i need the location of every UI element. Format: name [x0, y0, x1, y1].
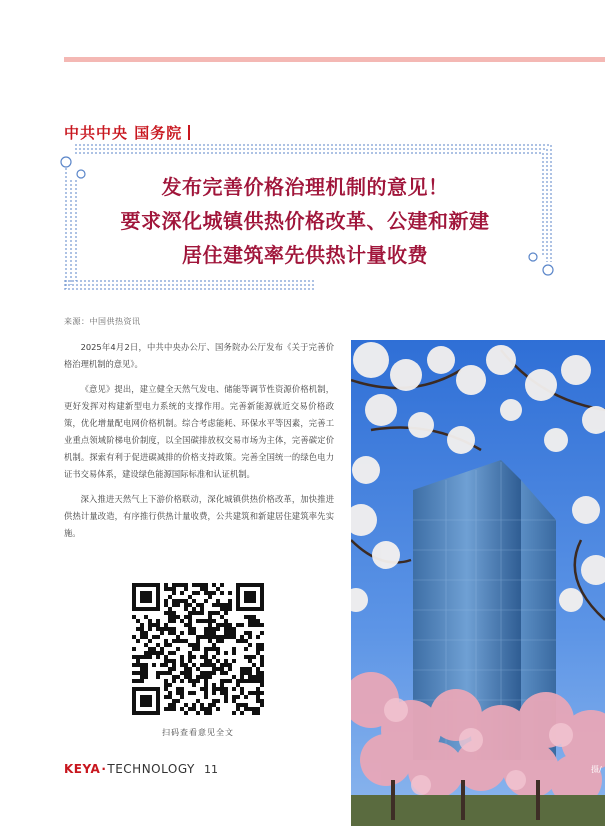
- city-blossom-photo: [351, 340, 605, 826]
- frame-ring-right-1: [529, 253, 537, 261]
- body-paragraph-1: 2025年4月2日，中共中央办公厅、国务院办公厅发布《关于完善价格治理机制的意见》。: [64, 342, 334, 369]
- article-body: [64, 339, 334, 550]
- photo-ground: [351, 795, 605, 826]
- qr-code[interactable]: [132, 583, 264, 715]
- headline-line-1: 发布完善价格治理机制的意见！: [161, 175, 449, 199]
- source-line: 来源：中国供热资讯: [64, 317, 141, 326]
- top-divider-bar: [64, 57, 605, 62]
- brand-technology: TECHNOLOGY: [107, 762, 195, 776]
- frame-ring-left-1: [61, 157, 71, 167]
- headline-line-3: 居住建筑率先供热计量收费: [182, 243, 428, 267]
- headline: [80, 170, 530, 272]
- section-label-text: 中共中央 国务院: [64, 124, 183, 142]
- footer-brand: [64, 762, 195, 776]
- body-paragraph-3: 深入推进天然气上下游价格联动，深化城镇供热价格改革，加快推进供热计量改造，有序推行供热计量收费，公共建筑和新建居住建筑率先实施。: [64, 494, 334, 538]
- frame-ring-right-2: [543, 265, 553, 275]
- headline-line-2: 要求深化城镇供热价格改革、公建和新建: [120, 209, 490, 233]
- section-label-bar: [188, 125, 190, 140]
- body-paragraph-2: 《意见》提出，建立健全天然气发电、储能等调节性资源价格机制，更好发挥对构建新型电力系统的支撑作用。完善新能源就近交易价格政策，优化增量配电网价格机制。综合考虑能耗、环保水平等因素，完善工业重点领域阶梯电价制度，以全国碳排放权交易市场为主体，完善碳定价机制。探索有利于促进碳减排的价格支持政策。完善全国统一的绿色电力证书交易体系，建设绿色能源国际标准和认证机制。: [64, 384, 334, 479]
- brand-dot: ·: [101, 762, 107, 776]
- brand-keya: KEYA: [64, 762, 101, 776]
- qr-caption: 扫码查看意见全文: [162, 728, 234, 737]
- qr-code-graphic: [132, 583, 264, 715]
- photo-corner-text: 摄/: [591, 765, 602, 774]
- page-number: 11: [204, 763, 218, 776]
